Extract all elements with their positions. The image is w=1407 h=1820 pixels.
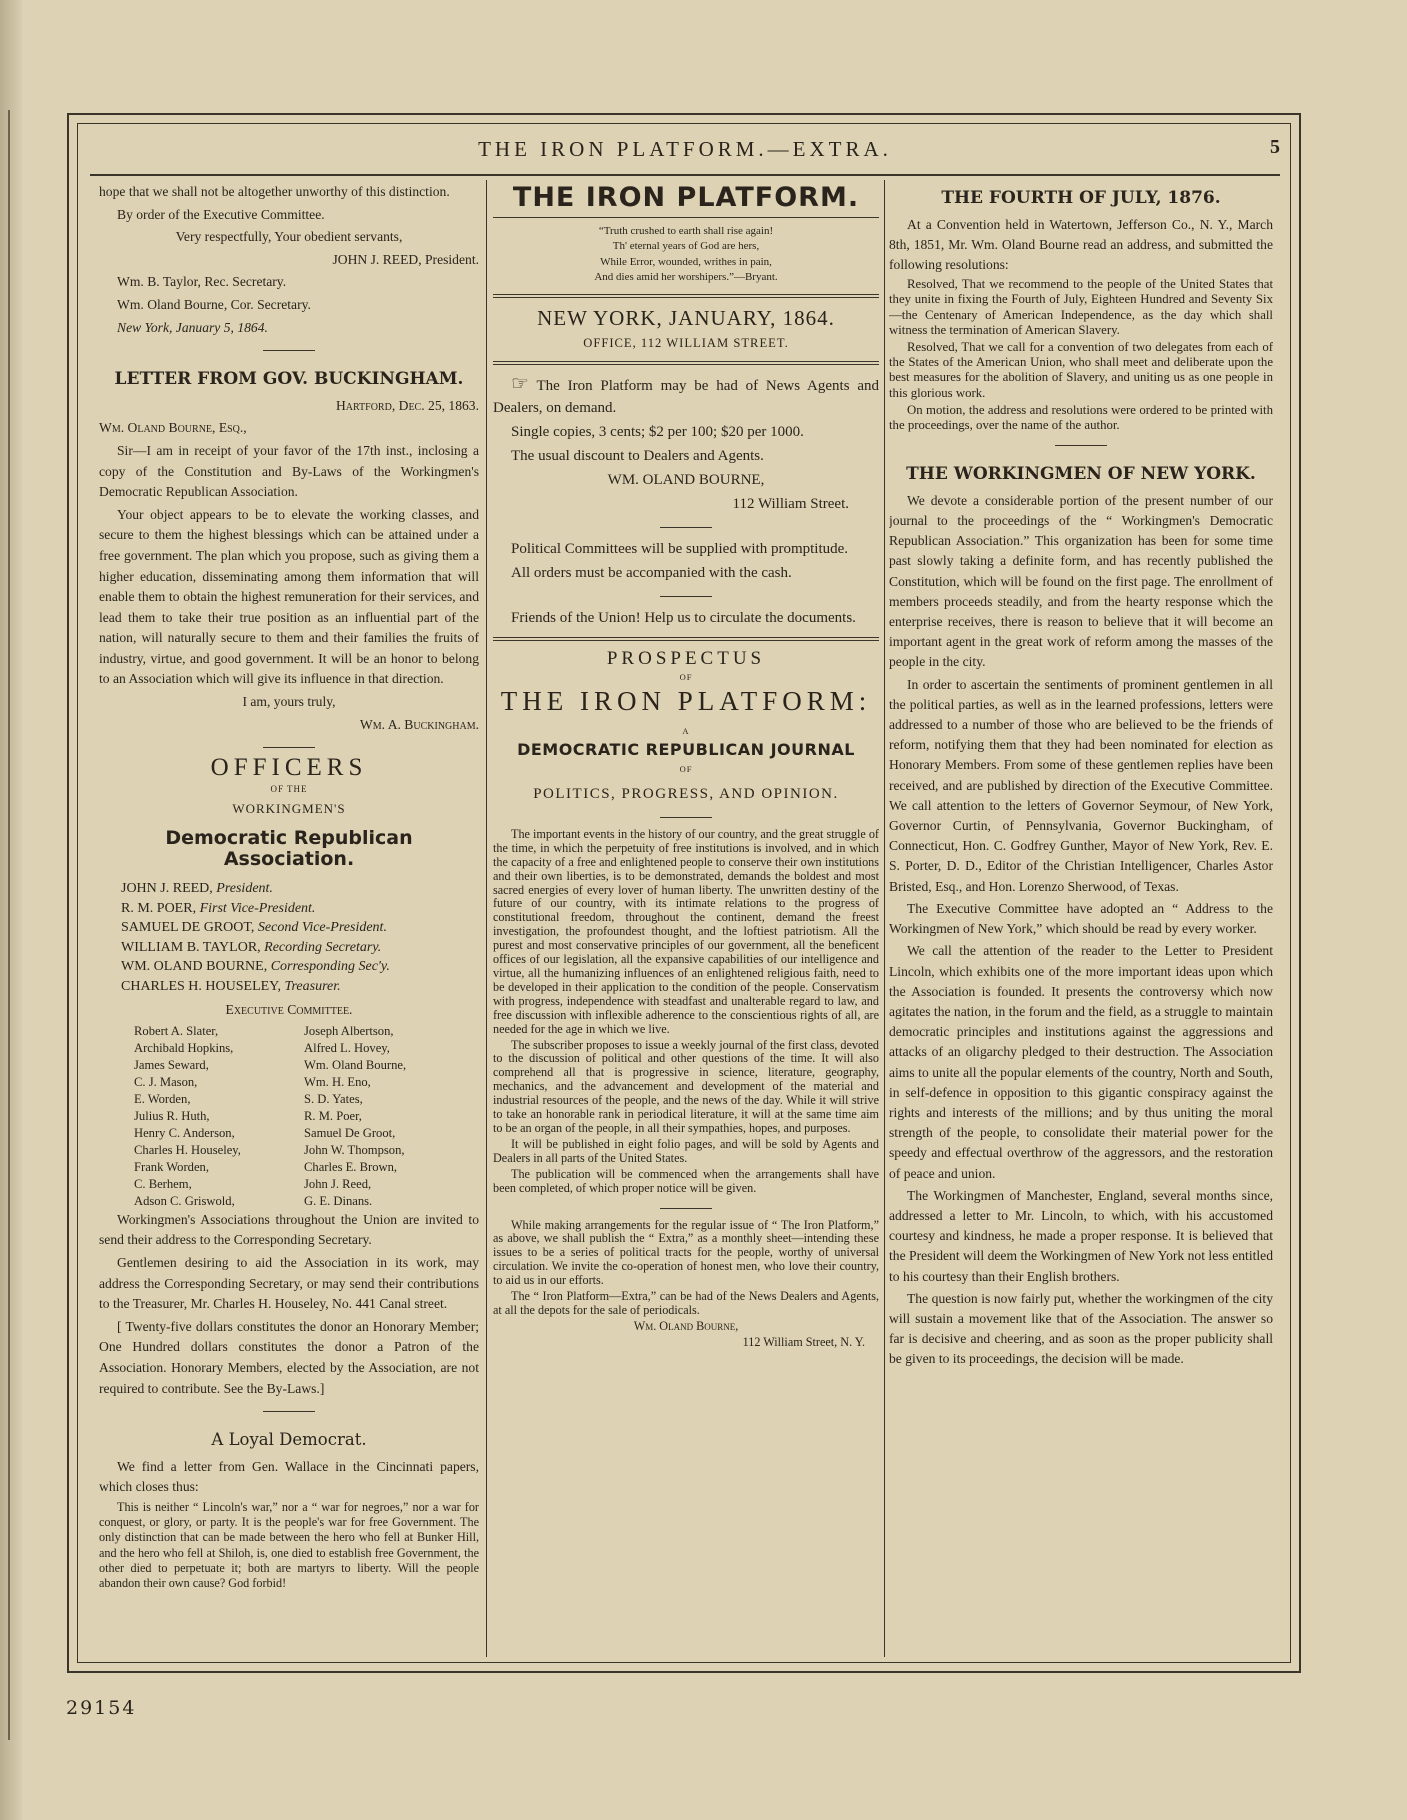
journal-subtitle: DEMOCRATIC REPUBLICAN JOURNAL xyxy=(517,739,855,759)
association-paragraph: Gentlemen desiring to aid the Association in its work, may address the Corresponding Secretary, or may send their contributions to the Treasurer, Mr. Charles H. Houseley, No. 441 Canal street. xyxy=(99,1255,479,1312)
workingmen-paragraph: In order to ascertain the sentiments of prominent gentlemen in all the political parties, as well as in the learned professions, letters were addressed to a number of those who are believed to be the friends of reform, notifying them that they had been nominated for election as Honorary Members. From some of these gentlemen replies have been received, and are published by direction of the Executive Committee. We call attention to the letters of Governor Seymour, of New York, Governor Curtin, of Pennsylvania, Governor Buckingham, of Connecticut, Hon. C. Godfrey Gunther, Mayor of New York, Rev. E. S. Porter, D. D., Editor of the Christian Intelligencer, Charles Astor Bristed, Esq., and Hon. Lorenzo Sherwood, of Texas. xyxy=(889,676,1273,894)
exec-member: John W. Thompson, xyxy=(304,1142,405,1157)
intro-cor-sec: Wm. Oland Bourne, Cor. Secretary. xyxy=(117,296,311,312)
binding-spine xyxy=(0,0,22,1820)
separator-rule xyxy=(263,747,315,748)
workingmen-paragraph: We call the attention of the reader to the Letter to President Lincoln, which exhibits one of the more important ideas upon which the Association is founded. It presents the controversy which now agitates the nation, in the forum and the field, as a struggle to maintain democratic principles and institutions against the aggressions and attacks of an oligarchy pledged to their destruction. The Association aims to unite all the popular elements of the country, North and South, in self-defence in opposition to this gigantic conspiracy against the rights and interests of the millions; and by thus uniting the moral strength of the people, to consolidate their material power for the speedy and effectual overthrow of the aggressors, and the restoration of peace and union. xyxy=(889,943,1273,1181)
exec-member: Charles E. Brown, xyxy=(304,1159,398,1174)
column-left xyxy=(99,182,479,1658)
exec-member: Archibald Hopkins, xyxy=(134,1040,234,1055)
loyal-democrat-heading: A Loyal Democrat. xyxy=(211,1430,367,1450)
notice-paragraph: Friends of the Union! Help us to circulate the documents. xyxy=(511,610,856,627)
separator-rule xyxy=(660,527,712,528)
letter-paragraph: Sir—I am in receipt of your favor of the 17th inst., inclosing a copy of the Constitution and By-Laws of the Workingmen's Democratic Republican Association. xyxy=(99,442,479,500)
letter-dateline: Hartford, Dec. 25, 1863. xyxy=(335,397,479,413)
separator-rule xyxy=(1055,445,1107,446)
prospectus-of: OF xyxy=(679,764,693,775)
fourth-july-paragraph: On motion, the address and resolutions were ordered to be printed with the proceedings, over the name of the author. xyxy=(889,402,1273,433)
loyal-quote: This is neither “ Lincoln's war,” nor a “ war for negroes,” nor a war for conquest, or glory, or party. It is the people's war for free Government. The only distinction that can be made between the hero who fell at Bunker Hill, and the hero who fell at Shiloh, is, one died to establish free Government, the other died to perpetuate it; both are martyrs to liberty. Will the people abandon their own cause? God forbid! xyxy=(99,1499,479,1590)
prospectus-address: 112 William Street, N. Y. xyxy=(742,1334,865,1349)
intro-president: JOHN J. REED, President. xyxy=(332,251,479,267)
office-address: OFFICE, 112 WILLIAM STREET. xyxy=(583,335,789,350)
pointing-hand-icon: ☞ xyxy=(511,373,529,396)
separator-rule xyxy=(660,1208,712,1209)
officer-entry: WILLIAM B. TAYLOR, Recording Secretary. xyxy=(121,939,382,955)
catalog-number: 29154 xyxy=(66,1697,137,1719)
masthead-rule xyxy=(493,217,879,218)
resolution-paragraph: Resolved, That we call for a convention of two delegates from each of the States of the American Union, who shall meet and deliberate upon the best measures for the abolition of Slavery, and uniting us as one people in this glorious work. xyxy=(889,340,1273,400)
association-paragraph: [ Twenty-five dollars constitutes the donor an Honorary Member; One Hundred dollars constitutes the donor a Patron of the Association. Honorary Members, elected by the Association, are not required to contribute. See the By-Laws.] xyxy=(99,1318,479,1396)
letter-closing: I am, yours truly, xyxy=(242,694,336,710)
motto-line: “Truth crushed to earth shall rise again! xyxy=(598,224,774,237)
prospectus-paragraph: The “ Iron Platform—Extra,” can be had of the News Dealers and Agents, at all the depots for the sale of periodicals. xyxy=(493,1289,879,1317)
column-right xyxy=(889,182,1273,1658)
page-number: 5 xyxy=(1270,136,1280,158)
prospectus-heading: PROSPECTUS xyxy=(606,648,766,670)
notice-name: WM. OLAND BOURNE, xyxy=(607,472,765,489)
exec-member: G. E. Dinans. xyxy=(304,1193,373,1208)
exec-member: Adson C. Griswold, xyxy=(134,1193,235,1208)
exec-member: Wm. H. Eno, xyxy=(304,1074,371,1089)
workingmen-paragraph: The Workingmen of Manchester, England, several months since, addressed a letter to Mr. Lincoln, to which, with his accustomed courtesy and kindness, he made a proper response. It is believed that the President will deem the Workingmen of New York not less entitled to his courtesy than their English brothers. xyxy=(889,1187,1273,1284)
intro-date: New York, January 5, 1864. xyxy=(117,319,268,335)
notice-paragraph: All orders must be accompanied with the cash. xyxy=(511,565,792,582)
exec-member: C. Berhem, xyxy=(134,1176,192,1191)
binding-edge xyxy=(8,110,10,1740)
letter-signature: Wm. A. Buckingham. xyxy=(359,716,479,732)
exec-member: Julius R. Huth, xyxy=(134,1108,210,1123)
exec-member: Samuel De Groot, xyxy=(304,1125,396,1140)
motto-line: While Error, wounded, writhes in pain, xyxy=(600,255,772,268)
intro-text: hope that we shall not be altogether unworthy of this distinction. xyxy=(99,184,450,199)
resolution-paragraph: Resolved, That we recommend to the people of the United States that they unite in fixing the Fourth of July, Eighteen Hundred and Seventy Six—the Centenary of American Independence, as the day which shall witness the termination of American Slavery. xyxy=(889,277,1273,337)
intro-closing: Very respectfully, Your obedient servants, xyxy=(175,229,403,245)
double-rule xyxy=(493,294,879,298)
exec-member: R. M. Poer, xyxy=(304,1108,362,1123)
exec-committee-heading: Executive Committee. xyxy=(225,1002,353,1018)
separator-rule xyxy=(263,350,315,351)
officers-list xyxy=(99,879,479,996)
prospectus-paragraph: While making arrangements for the regular issue of “ The Iron Platform,” as above, we shall publish the “ Extra,” as a monthly sheet—intending these issues to be a series of political tracts for the people, worthy of universal circulation. We invite the co-operation of honest men, who love their country, to aid us in our efforts. xyxy=(493,1217,879,1288)
officer-entry: R. M. POER, First Vice-President. xyxy=(121,900,316,916)
letter-heading: LETTER FROM GOV. BUCKINGHAM. xyxy=(114,369,464,390)
column-rule-2 xyxy=(884,180,885,1657)
intro-order: By order of the Executive Committee. xyxy=(117,206,325,222)
officers-heading: OFFICERS xyxy=(210,754,368,782)
officer-entry: WM. OLAND BOURNE, Corresponding Sec'y. xyxy=(121,959,390,975)
motto-line: Th' eternal years of God are hers, xyxy=(612,240,760,253)
loyal-paragraph: We find a letter from Gen. Wallace in the Cincinnati papers, which closes thus: xyxy=(99,1458,479,1495)
motto-quote xyxy=(493,224,879,286)
double-rule xyxy=(493,637,879,641)
separator-rule xyxy=(263,1411,315,1412)
exec-member: Robert A. Slater, xyxy=(134,1023,219,1038)
letter-addressee: Wm. Oland Bourne, Esq., xyxy=(99,420,247,436)
motto-line: And dies amid her worshipers.”—Bryant. xyxy=(594,271,778,284)
association-name: Democratic Republican Association. xyxy=(165,827,413,870)
exec-committee-list xyxy=(99,1023,479,1210)
header-title: THE IRON PLATFORM.—EXTRA. xyxy=(478,137,892,161)
exec-member: Frank Worden, xyxy=(134,1159,210,1174)
notice-prices: Single copies, 3 cents; $2 per 100; $20 per 1000. xyxy=(511,424,804,441)
double-rule xyxy=(493,361,879,365)
running-header xyxy=(90,134,1280,176)
prospectus-paragraph: The subscriber proposes to issue a weekly journal of the first class, devoted to the discussion of political and other questions of the time. It will also comprehend all that is progressive in science, literature, geography, mechanics, and the advancement and development of the material and industrial resources of the people, and the news of the day. While it will strive to take an honorable rank in periodical literature, it will at the same time aim to be an organ of the people, in all their sympathies, hopes, and purposes. xyxy=(493,1037,879,1135)
prospectus-title: THE IRON PLATFORM: xyxy=(500,685,872,716)
column-center xyxy=(493,182,879,1658)
officer-entry: SAMUEL DE GROOT, Second Vice-President. xyxy=(121,920,387,936)
officer-entry: CHARLES H. HOUSELEY, Treasurer. xyxy=(121,978,341,994)
officers-of-the: OF THE xyxy=(270,783,308,794)
prospectus-a: A xyxy=(682,725,690,736)
prospectus-of: OF xyxy=(679,671,693,682)
association-paragraph: Workingmen's Associations throughout the Union are invited to send their address to the Corresponding Secretary. xyxy=(99,1211,479,1248)
exec-member: Henry C. Anderson, xyxy=(134,1125,235,1140)
notice-paragraph: Political Committees will be supplied with promptitude. xyxy=(511,541,849,558)
workingmen-paragraph: We devote a considerable portion of the present number of our journal to the proceedings of the “ Workingmen's Democratic Republican Association.” This organization has been for some time past slowly taking a definite form, and has recently published the Constitution, which will be found on the first page. The enrollment of members proceeds steadily, and from the hearty response which the enterprise receives, there is reason to believe that it will become an important agent in the great work of reform among the masses of the people in the city. xyxy=(889,492,1273,670)
fourth-july-paragraph: At a Convention held in Watertown, Jefferson Co., N. Y., March 8th, 1851, Mr. Wm. Oland Bourne read an address, and submitted the following resolutions: xyxy=(889,216,1273,272)
letter-paragraph: Your object appears to be to elevate the working classes, and secure to them the highest blessings which can be attained under a free government. The plan which you propose, such as giving them a higher education, disseminating among them information that will enable them to obtain the highest remuneration for their services, and lead them to take their true position as an influential part of the nation, will naturally secure to them and their families the fruits of industry, virtue, and good government. It will be an honor to belong to an Association which will give its influence in that direction. xyxy=(99,506,479,687)
notice-paragraph: ☞ The Iron Platform may be had of News Agents and Dealers, on demand. xyxy=(493,373,879,417)
officers-workingmens: WORKINGMEN'S xyxy=(232,801,346,817)
exec-member: John J. Reed, xyxy=(304,1176,372,1191)
prospectus-paragraph: It will be published in eight folio pages, and will be sold by Agents and Dealers in all parts of the United States. xyxy=(493,1136,879,1165)
workingmen-heading: THE WORKINGMEN OF NEW YORK. xyxy=(906,464,1256,485)
separator-rule xyxy=(660,817,712,818)
prospectus-paragraph: The important events in the history of our country, and the great struggle of the time, in which the perpetuity of free institutions is involved, and in which the capacity of a free and enlightened people to conserve their own institutions and their own liberties, is to be demonstrated, demands the boldest and most sacred energies of every lover of human liberty. The unwritten destiny of the future of our country, with its intimate relations to the progress of constitutional freedom, throughout the continent, demand the freest investigation, the profoundest thought, and the loftiest patriotism. All the purest and most conservative principles of our government, all the beneficent offices of our legislation, all the expansive capabilities of our intelligence and virtue, all the humanizing influences of an enlightened religious faith, need to be developed in their application to the condition of the people. Conservatism with progress, independence with steadfast and unalterable regard to law, and free discussion with inflexible adherence to the conscientious rights of all, are needed for the age in which we live. xyxy=(493,826,879,1036)
exec-member: E. Worden, xyxy=(134,1091,191,1106)
workingmen-paragraph: The Executive Committee have adopted an “ Address to the Workingmen of New York,” which should be read by every worker. xyxy=(889,900,1273,937)
dateline: NEW YORK, JANUARY, 1864. xyxy=(537,305,835,330)
notice-discount: The usual discount to Dealers and Agents. xyxy=(511,448,764,465)
exec-member: C. J. Mason, xyxy=(134,1074,198,1089)
exec-member: Wm. Oland Bourne, xyxy=(304,1057,407,1072)
masthead: THE IRON PLATFORM. xyxy=(512,182,860,213)
exec-member: Joseph Albertson, xyxy=(304,1023,394,1038)
exec-member: James Seward, xyxy=(134,1057,209,1072)
officer-entry: JOHN J. REED, President. xyxy=(121,881,273,897)
journal-topics: POLITICS, PROGRESS, AND OPINION. xyxy=(533,786,839,803)
prospectus-body xyxy=(493,828,879,1350)
exec-member: Charles H. Houseley, xyxy=(134,1142,241,1157)
column-rule-1 xyxy=(486,180,487,1657)
intro-rec-sec: Wm. B. Taylor, Rec. Secretary. xyxy=(117,274,287,290)
exec-member: Alfred L. Hovey, xyxy=(304,1040,390,1055)
separator-rule xyxy=(660,596,712,597)
exec-member: S. D. Yates, xyxy=(304,1091,363,1106)
fourth-july-heading: THE FOURTH OF JULY, 1876. xyxy=(941,188,1221,208)
workingmen-paragraph: The question is now fairly put, whether the workingmen of the city will sustain a movement like that of the Association. The answer so far is decisive and cheering, and as soon as the proper publicity shall be given to its proceedings, the decision will be made. xyxy=(889,1290,1273,1367)
prospectus-signature: Wm. Oland Bourne, xyxy=(633,1318,739,1333)
prospectus-paragraph: The publication will be commenced when the arrangements shall have been completed, of which proper notice will be given. xyxy=(493,1166,879,1195)
notice-address: 112 William Street. xyxy=(732,496,849,513)
